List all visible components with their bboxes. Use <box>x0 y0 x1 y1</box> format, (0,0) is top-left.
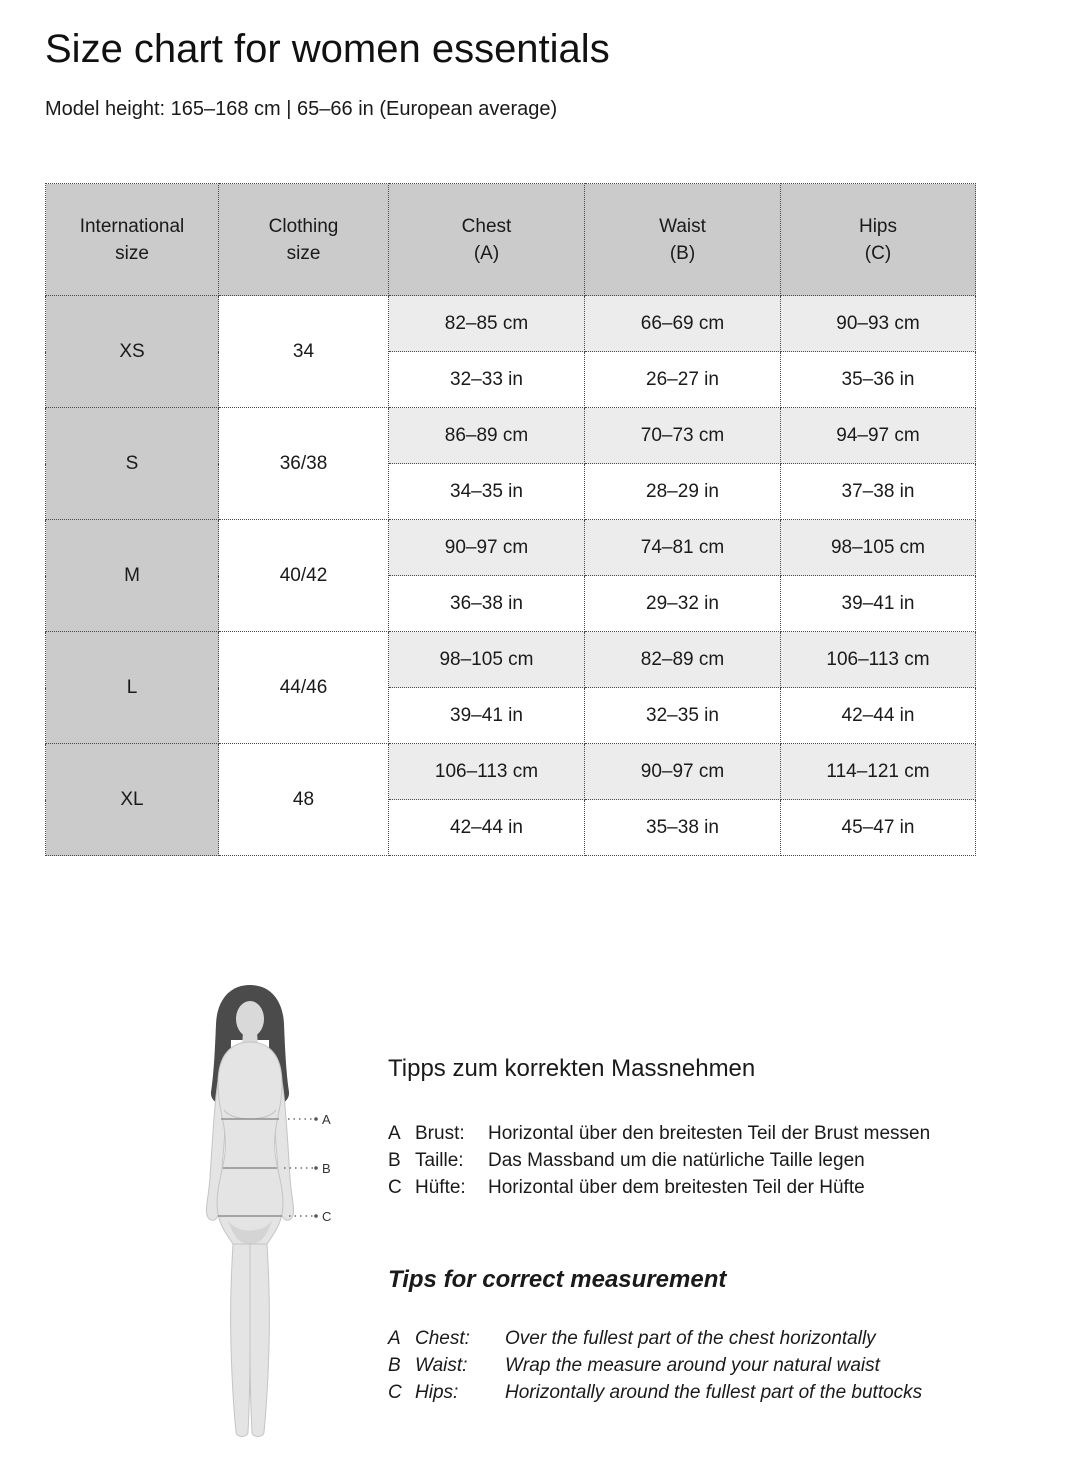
tip-label: Chest: <box>415 1328 470 1349</box>
waist-cm-cell: 90–97 cm <box>585 744 781 800</box>
tip-text: Over the fullest part of the chest horizontally <box>505 1328 876 1349</box>
hips-in-cell: 35–36 in <box>781 352 976 408</box>
figure-face <box>236 1001 264 1037</box>
figure-label-a: A <box>322 1112 331 1127</box>
tip-label: Hips: <box>415 1382 459 1403</box>
size-row-cm <box>46 744 976 800</box>
tip-item <box>388 1325 1027 1352</box>
clothing-size-cell: 44/46 <box>219 632 389 744</box>
size-row-cm <box>46 520 976 576</box>
size-row-cm <box>46 632 976 688</box>
tips-de-list <box>388 1120 1027 1201</box>
tip-item <box>388 1352 1027 1379</box>
figure-leg-left <box>231 1244 250 1437</box>
international-size-cell: XS <box>46 296 219 408</box>
hips-in-cell: 37–38 in <box>781 464 976 520</box>
tip-key: C <box>388 1382 402 1403</box>
hips-cm-cell: 106–113 cm <box>781 632 976 688</box>
waist-in-cell: 29–32 in <box>585 576 781 632</box>
col-header-international-size <box>46 184 219 296</box>
tip-label: Waist: <box>415 1355 468 1376</box>
tip-text: Horizontal über dem breitesten Teil der Hüfte <box>488 1177 865 1198</box>
clothing-size-cell: 48 <box>219 744 389 856</box>
tips-heading-english: Tips for correct measurement <box>388 1266 727 1293</box>
tips-column <box>388 982 1027 1406</box>
chest-in-cell: 34–35 in <box>389 464 585 520</box>
chest-in-cell: 39–41 in <box>389 688 585 744</box>
international-size-cell: M <box>46 520 219 632</box>
figure-label-b: B <box>322 1161 331 1176</box>
waist-cm-cell: 66–69 cm <box>585 296 781 352</box>
col-header-line: Waist <box>659 215 706 237</box>
size-table-body <box>46 296 976 856</box>
waist-cm-cell: 74–81 cm <box>585 520 781 576</box>
col-header-line: Chest <box>461 215 512 237</box>
col-header-line: (A) <box>473 242 500 264</box>
waist-in-cell: 28–29 in <box>585 464 781 520</box>
tip-key: A <box>388 1328 401 1349</box>
clothing-size-cell: 34 <box>219 296 389 408</box>
table-header-row <box>46 184 976 296</box>
tip-item <box>388 1379 1027 1406</box>
tip-label: Taille: <box>415 1150 464 1171</box>
col-header-line: Hips <box>858 215 897 237</box>
tips-heading-german: Tipps zum korrekten Massnehmen <box>388 1055 756 1082</box>
page-title: Size chart for women essentials <box>45 27 610 71</box>
tip-text: Das Massband um die natürliche Taille legen <box>488 1150 865 1171</box>
chest-cm-cell: 98–105 cm <box>389 632 585 688</box>
international-size-cell: XL <box>46 744 219 856</box>
chest-in-cell: 42–44 in <box>389 800 585 856</box>
chest-in-cell: 32–33 in <box>389 352 585 408</box>
hips-cm-cell: 94–97 cm <box>781 408 976 464</box>
tip-text: Horizontally around the fullest part of the buttocks <box>505 1382 923 1403</box>
measurement-figure <box>170 982 340 1452</box>
chest-cm-cell: 82–85 cm <box>389 296 585 352</box>
col-header-line: International <box>79 215 185 237</box>
size-table <box>45 183 976 856</box>
figure-leg-right <box>250 1244 269 1437</box>
waist-in-cell: 35–38 in <box>585 800 781 856</box>
international-size-cell: L <box>46 632 219 744</box>
waist-cm-cell: 82–89 cm <box>585 632 781 688</box>
col-header-clothing-size <box>219 184 389 296</box>
model-height-subtitle: Model height: 165–168 cm | 65–66 in (European average) <box>45 98 558 120</box>
hips-in-cell: 42–44 in <box>781 688 976 744</box>
chest-cm-cell: 106–113 cm <box>389 744 585 800</box>
figure-torso <box>217 1042 283 1244</box>
tip-label: Brust: <box>415 1123 465 1144</box>
tip-item <box>388 1120 1027 1147</box>
col-header-line: Clothing <box>268 215 339 237</box>
clothing-size-cell: 40/42 <box>219 520 389 632</box>
figure-label-c: C <box>322 1209 332 1224</box>
col-header-line: (B) <box>669 242 696 264</box>
clothing-size-cell: 36/38 <box>219 408 389 520</box>
tips-en-list <box>388 1325 1027 1406</box>
col-header-line: size <box>115 242 149 264</box>
size-table-header <box>46 184 976 296</box>
tip-item <box>388 1147 1027 1174</box>
waist-in-cell: 26–27 in <box>585 352 781 408</box>
col-header-chest <box>389 184 585 296</box>
col-header-line: (C) <box>864 242 892 264</box>
hips-cm-cell: 90–93 cm <box>781 296 976 352</box>
chest-in-cell: 36–38 in <box>389 576 585 632</box>
waist-in-cell: 32–35 in <box>585 688 781 744</box>
col-header-hips <box>781 184 976 296</box>
measurement-figure-svg <box>170 982 340 1447</box>
tip-key: B <box>388 1355 401 1376</box>
col-header-waist <box>585 184 781 296</box>
tip-key: A <box>388 1123 401 1144</box>
tip-key: B <box>388 1150 401 1171</box>
chest-cm-cell: 86–89 cm <box>389 408 585 464</box>
chest-cm-cell: 90–97 cm <box>389 520 585 576</box>
tip-label: Hüfte: <box>415 1177 466 1198</box>
tip-text: Wrap the measure around your natural waist <box>505 1355 880 1376</box>
hips-cm-cell: 114–121 cm <box>781 744 976 800</box>
col-header-line: size <box>286 242 321 264</box>
tip-text: Horizontal über den breitesten Teil der Brust messen <box>488 1123 931 1144</box>
size-row-cm <box>46 408 976 464</box>
international-size-cell: S <box>46 408 219 520</box>
measurement-guide-section <box>45 982 1027 1452</box>
tip-key: C <box>388 1177 402 1198</box>
hips-in-cell: 39–41 in <box>781 576 976 632</box>
size-row-cm <box>46 296 976 352</box>
hips-in-cell: 45–47 in <box>781 800 976 856</box>
tip-item <box>388 1174 1027 1201</box>
waist-cm-cell: 70–73 cm <box>585 408 781 464</box>
hips-cm-cell: 98–105 cm <box>781 520 976 576</box>
